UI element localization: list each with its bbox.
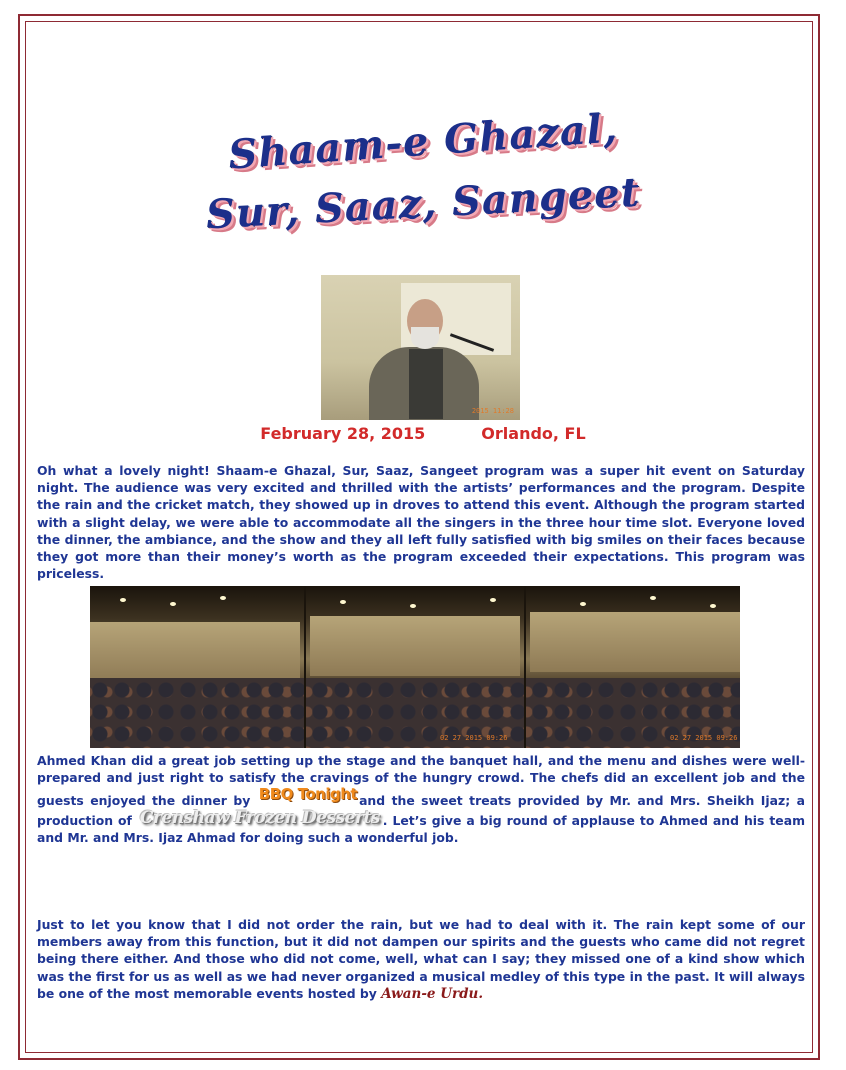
paragraph-credits (37, 752, 805, 846)
frozen-desserts-logo: Crenshaw Frozen Desserts (139, 807, 380, 828)
paragraph-closing-text: Just to let you know that I did not order the rain, but we had to deal with it. The rain kept some of our members away from this function, but it did not dampen our spirits and the guests who came did not regret being there either. And those who did not come, well, what can I say; they missed one of a kind show which was the first for us as well as we had never organized a musical medley of this type in the past. It will always be one of the most memorable events hosted by (37, 917, 805, 1001)
ceiling-light (710, 604, 716, 608)
singer-beard (411, 327, 439, 349)
hall-wall-right (530, 612, 740, 672)
title-line-2: Sur, Saaz, Sangeet (204, 168, 642, 239)
ceiling-light (490, 598, 496, 602)
singer-photo (321, 275, 520, 420)
paragraph-credits-part1: Ahmed Khan did a great job setting up the stage and the banquet hall, and the menu and dishes were well-prepared and just right to satisfy the cravings of the hungry crowd. The chefs did an excellent job and the guests enjoyed the dinner by (37, 753, 805, 809)
ceiling-light (340, 600, 346, 604)
signature: Awan-e Urdu. (381, 985, 484, 1002)
event-location: Orlando, FL (481, 424, 586, 443)
paragraph-closing (37, 916, 805, 1003)
ceiling-light (410, 604, 416, 608)
bbq-tonight-logo: BBQ Tonight (258, 785, 358, 804)
ceiling-light (580, 602, 586, 606)
ceiling-light (120, 598, 126, 602)
photo-seam (304, 586, 306, 748)
paragraph-credits-part2: and the sweet treats provided by Mr. and Mrs. Sheikh Ijaz; a production of (37, 793, 805, 828)
paragraph-intro: Oh what a lovely night! Shaam-e Ghazal, Sur, Saaz, Sangeet program was a super hit event on Saturday night. The audience was very excited and thrilled with the artists’ performances and the program. Despite the rain and the cricket match, they showed up in droves to attend this event. Although the program started with a slight delay, we were able to accommodate all the singers in the three hour time slot. Everyone loved the dinner, the ambiance, and the show and they all left fully satisfied with big smiles on their faces because they got more than their money’s worth as the program exceeded their expectations. This program was priceless. (37, 463, 805, 582)
paragraph-credits-part3: . Let’s give a big round of applause to Ahmed and his team and Mr. and Mrs. Ijaz Ahmad for doing such a wonderful job. (37, 812, 805, 845)
event-date: February 28, 2015 (260, 424, 426, 443)
ceiling-light (220, 596, 226, 600)
hall-wall-center (310, 616, 520, 676)
audience-crowd (90, 678, 740, 748)
photo-seam (524, 586, 526, 748)
photo-timestamp: 2015 11:28 (471, 407, 514, 415)
singer-shirt (409, 349, 443, 419)
title-line-1: Shaam-e Ghazal, (226, 104, 620, 179)
ceiling-light (650, 596, 656, 600)
photo-timestamp: 02 27 2015 09:26 (670, 734, 738, 742)
event-dateline (0, 424, 846, 443)
banquet-hall-photo (90, 586, 740, 748)
photo-timestamp: 02 27 2015 09:26 (440, 734, 508, 742)
hall-wall-left (90, 622, 300, 682)
ceiling-light (170, 602, 176, 606)
